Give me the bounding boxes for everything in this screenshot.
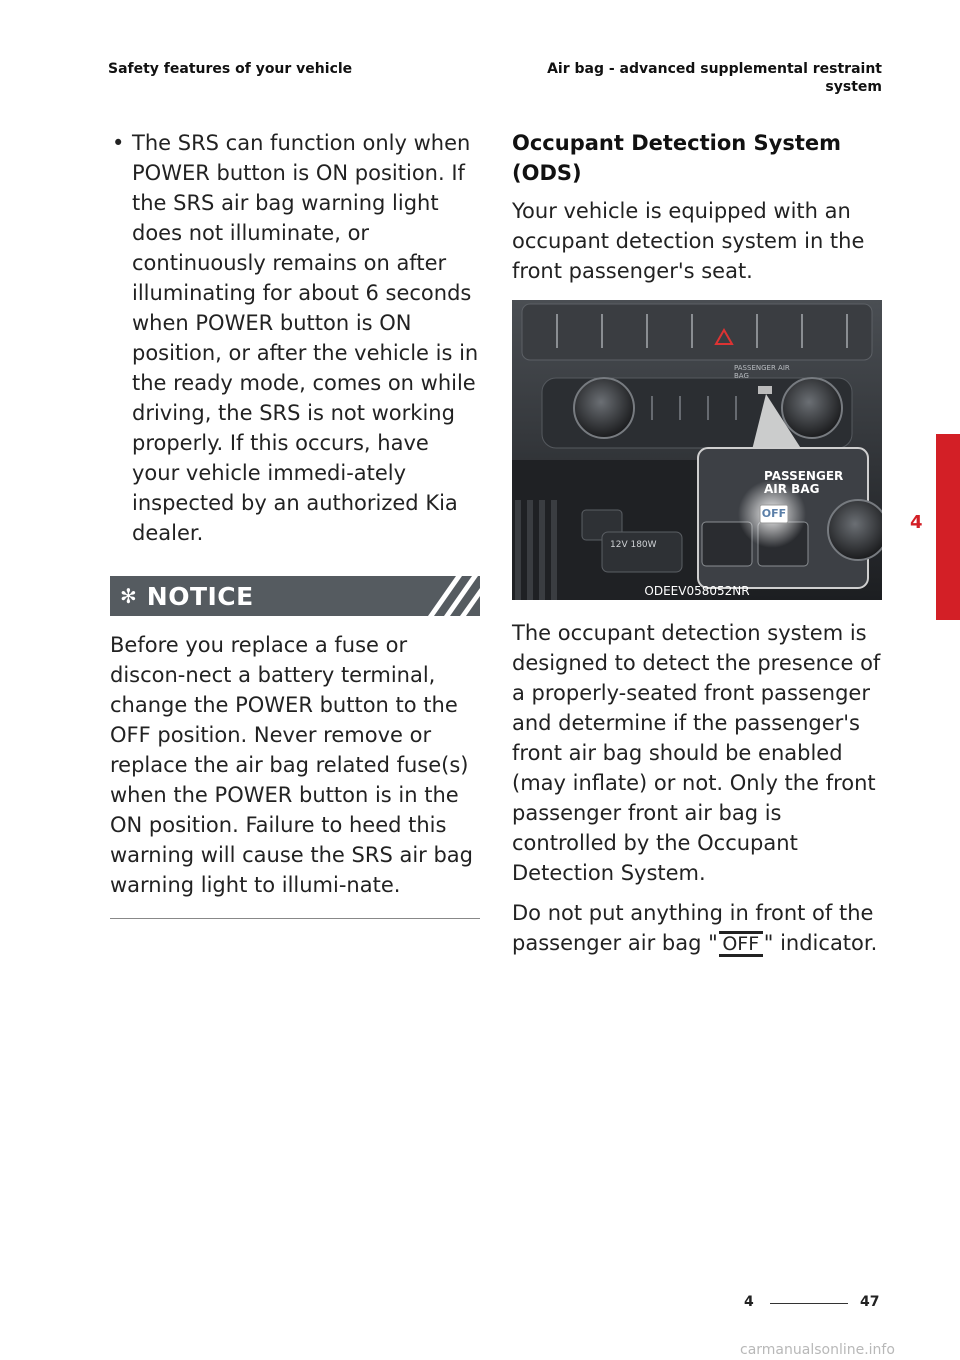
callout-off-indicator: OFF: [761, 507, 787, 520]
footer-page-number: 47: [860, 1294, 880, 1310]
watermark-text: carmanualsonline.info: [740, 1342, 895, 1358]
ods-description: The occupant detection system is designed to detect the presence of a properly-seated front passenger and determine if the passenger's front air bag should be enabled (may inflate) or not. Only the front passenger front air bag is controlled by the Occupant Detection System.: [512, 621, 881, 885]
callout-label-line1: PASSENGER: [764, 469, 844, 483]
ods-warning-paragraph: [512, 898, 882, 958]
notice-stripes-decoration: [420, 576, 480, 616]
figure-label-12v: 12V 180W: [610, 540, 657, 550]
ods-warning-text-before: Do not put anything in front of the passenger air bag ": [512, 901, 874, 955]
notice-label: NOTICE: [146, 581, 254, 611]
callout-label-line2: AIR BAG: [764, 482, 820, 496]
running-header-left: Safety features of your vehicle: [108, 61, 353, 77]
footer-rule: [770, 1303, 848, 1304]
intro-paragraph: Your vehicle is equipped with an occupant detection system in the front passenger's seat.: [512, 199, 865, 283]
bullet-text: The SRS can function only when POWER button is ON position. If the SRS air bag warning light does not illuminate, or continuously remains on after illuminating for about 6 seconds when POWER button is ON position, or after the vehicle is in the ready mode, comes on while driving, the SRS is not working properly. If this occurs, have your vehicle immedi-ately inspected by an authorized Kia dealer.: [132, 131, 479, 545]
chapter-side-tab: [936, 434, 960, 620]
left-column: [110, 128, 480, 919]
off-indicator-icon: [719, 931, 763, 957]
bullet-symbol: •: [112, 131, 125, 155]
off-indicator-label: OFF: [722, 933, 760, 955]
footer-chapter-number: 4: [744, 1294, 754, 1310]
callout-label: [764, 470, 843, 496]
section-title: Occupant Detection System (ODS): [512, 131, 842, 185]
right-column: [512, 128, 882, 958]
figure-label-small-passenger: PASSENGER AIR BAG: [734, 364, 790, 380]
running-header-right: [522, 60, 882, 96]
running-header-right-line1: Air bag - advanced supplemental restraint: [547, 61, 882, 77]
figure-caption: ODEEV058052NR: [644, 584, 750, 598]
notice-text: Before you replace a fuse or discon-nect a battery terminal, change the POWER button to the OFF position. Never remove or replace the air bag related fuse(s) when the POWER button is in the ON position. Failure to heed this warning will cause the SRS air bag warning light to illumi-nate.: [110, 633, 473, 897]
ods-figure: [512, 300, 882, 600]
ods-warning-text-after: " indicator.: [763, 931, 878, 955]
section-end-rule: [110, 918, 480, 919]
notice-banner: [110, 576, 480, 616]
chapter-tab-number: 4: [910, 512, 923, 533]
bullet-item: [110, 128, 480, 548]
notice-star-icon: ✻: [120, 584, 137, 608]
running-header-right-line2: system: [825, 79, 882, 95]
